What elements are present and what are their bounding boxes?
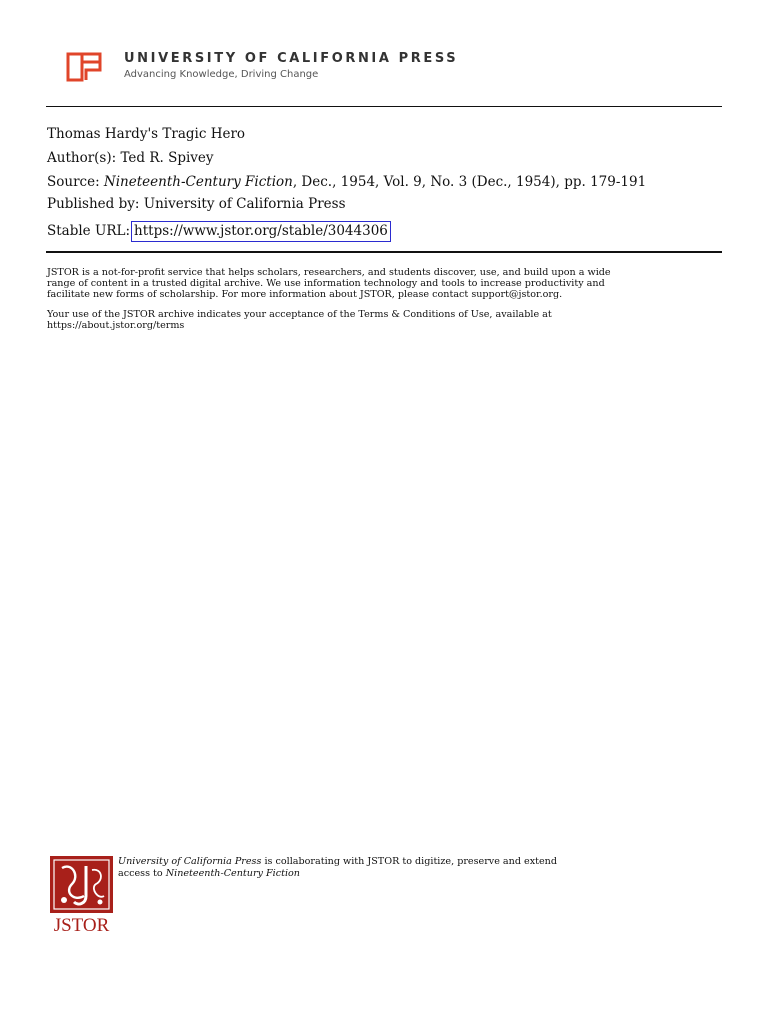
source-label: Source: [47,174,100,190]
terms-notice [47,309,727,331]
source-journal: Nineteenth-Century Fiction [103,174,293,190]
access-line [118,868,678,880]
jstor-about-notice [47,267,727,300]
article-title: Thomas Hardy's Tragic Hero [47,126,246,142]
collaboration-statement [118,856,678,879]
publisher-label: Published by: [47,196,140,212]
middle-divider [46,251,722,253]
publisher-value: University of California Press [143,196,346,212]
stable-url-line [47,221,391,242]
jstor-seal-icon [50,856,113,936]
authors-value: Ted R. Spivey [120,150,214,166]
terms-url-link[interactable]: https://about.jstor.org/terms [47,320,185,331]
about-line: facilitate new forms of scholarship. For more information about JSTOR, please contact support@jstor.org. [47,289,563,300]
footer-collab-text: is collaborating with JSTOR to digitize, preserve and extend [261,856,557,867]
press-tagline: Advancing Knowledge, Driving Change [124,69,319,80]
top-divider [46,106,722,107]
ucpress-logo-icon [66,52,102,82]
about-line: JSTOR is a not-for-profit service that helps scholars, researchers, and students discover, use, and build upon a wide [47,267,611,278]
stable-url-link[interactable]: https://www.jstor.org/stable/3044306 [131,221,391,242]
authors-label: Author(s): [47,150,117,166]
about-line: range of content in a trusted digital archive. We use information technology and tools to increase productivity and [47,278,605,289]
jstor-wordmark: JSTOR [53,915,110,936]
footer-publisher: University of California Press [118,856,262,867]
footer-access-text: access to [118,867,166,879]
publisher-header [66,48,726,88]
footer-journal: Nineteenth-Century Fiction [165,867,300,879]
stable-url-label: Stable URL: [47,223,131,239]
source-detail: , Dec., 1954, Vol. 9, No. 3 (Dec., 1954), pp. 179-191 [292,174,647,190]
authors-line [47,150,214,166]
source-line [47,174,646,190]
terms-line: Your use of the JSTOR archive indicates your acceptance of the Terms & Conditions of Use, available at [47,309,552,320]
publisher-line [47,196,346,212]
press-name: UNIVERSITY OF CALIFORNIA PRESS [124,51,459,66]
collab-line [118,856,678,868]
